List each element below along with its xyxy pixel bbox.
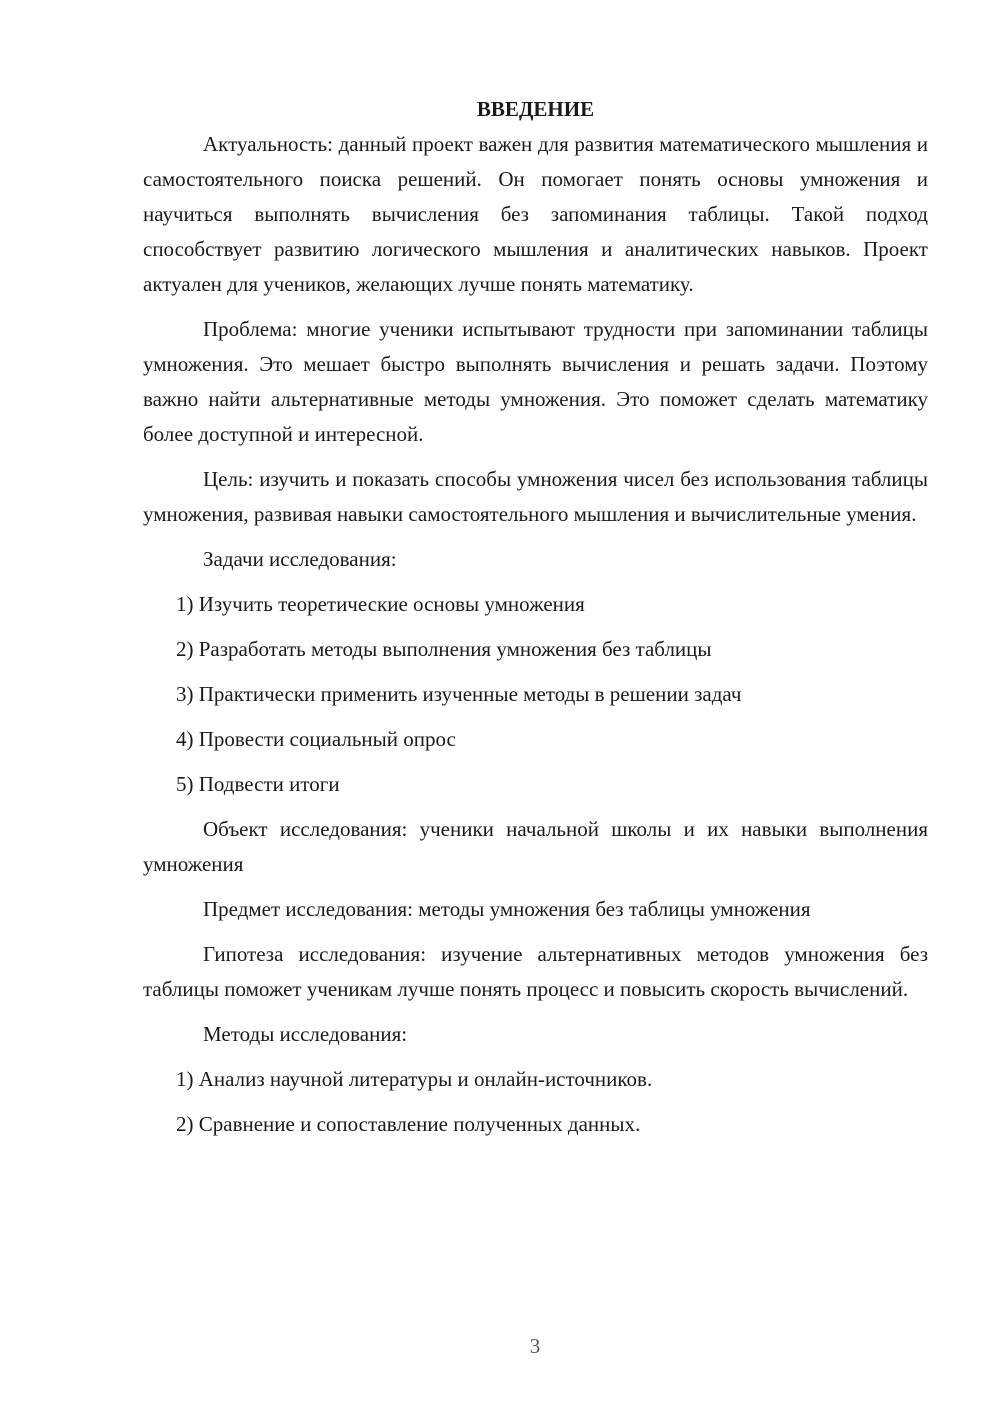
task-item: 4) Провести социальный опрос (176, 727, 456, 751)
page-title: ВВЕДЕНИЕ (476, 97, 595, 121)
method-item: 2) Сравнение и сопоставление полученных данных. (176, 1112, 641, 1136)
hypothesis-paragraph: Гипотеза исследования: изучение альтернативных методов умножения без таблицы поможет ученикам лучше понять процесс и повысить скорость вычислений. (143, 942, 928, 1001)
task-item: 1) Изучить теоретические основы умножения (176, 592, 585, 616)
task-item: 5) Подвести итоги (176, 772, 340, 796)
goal-paragraph: Цель: изучить и показать способы умножения чисел без использования таблицы умножения, развивая навыки самостоятельного мышления и вычислительные умения. (143, 467, 928, 526)
method-item: 1) Анализ научной литературы и онлайн-источников. (176, 1067, 653, 1091)
tasks-heading: Задачи исследования: (203, 547, 397, 571)
problem-paragraph: Проблема: многие ученики испытывают трудности при запоминании таблицы умножения. Это мешает быстро выполнять вычисления и решать задачи. Поэтому важно найти альтернативные методы умножения. Это поможет сделать математику более доступной и интересной. (143, 317, 928, 446)
task-item: 3) Практически применить изученные методы в решении задач (176, 682, 742, 706)
subject-paragraph: Предмет исследования: методы умножения без таблицы умножения (203, 897, 811, 921)
object-paragraph: Объект исследования: ученики начальной школы и их навыки выполнения умножения (143, 817, 928, 876)
methods-heading: Методы исследования: (203, 1022, 408, 1046)
page-number: 3 (529, 1334, 541, 1358)
task-item: 2) Разработать методы выполнения умножения без таблицы (176, 637, 712, 661)
page-content (143, 92, 928, 1152)
relevance-paragraph: Актуальность: данный проект важен для развития математического мышления и самостоятельного поиска решений. Он помогает понять основы умножения и научиться выполнять вычисления без запоминания таблицы. Такой подход способствует развитию логического мышления и аналитических навыков. Проект актуален для учеников, желающих лучше понять математику. (143, 132, 928, 296)
